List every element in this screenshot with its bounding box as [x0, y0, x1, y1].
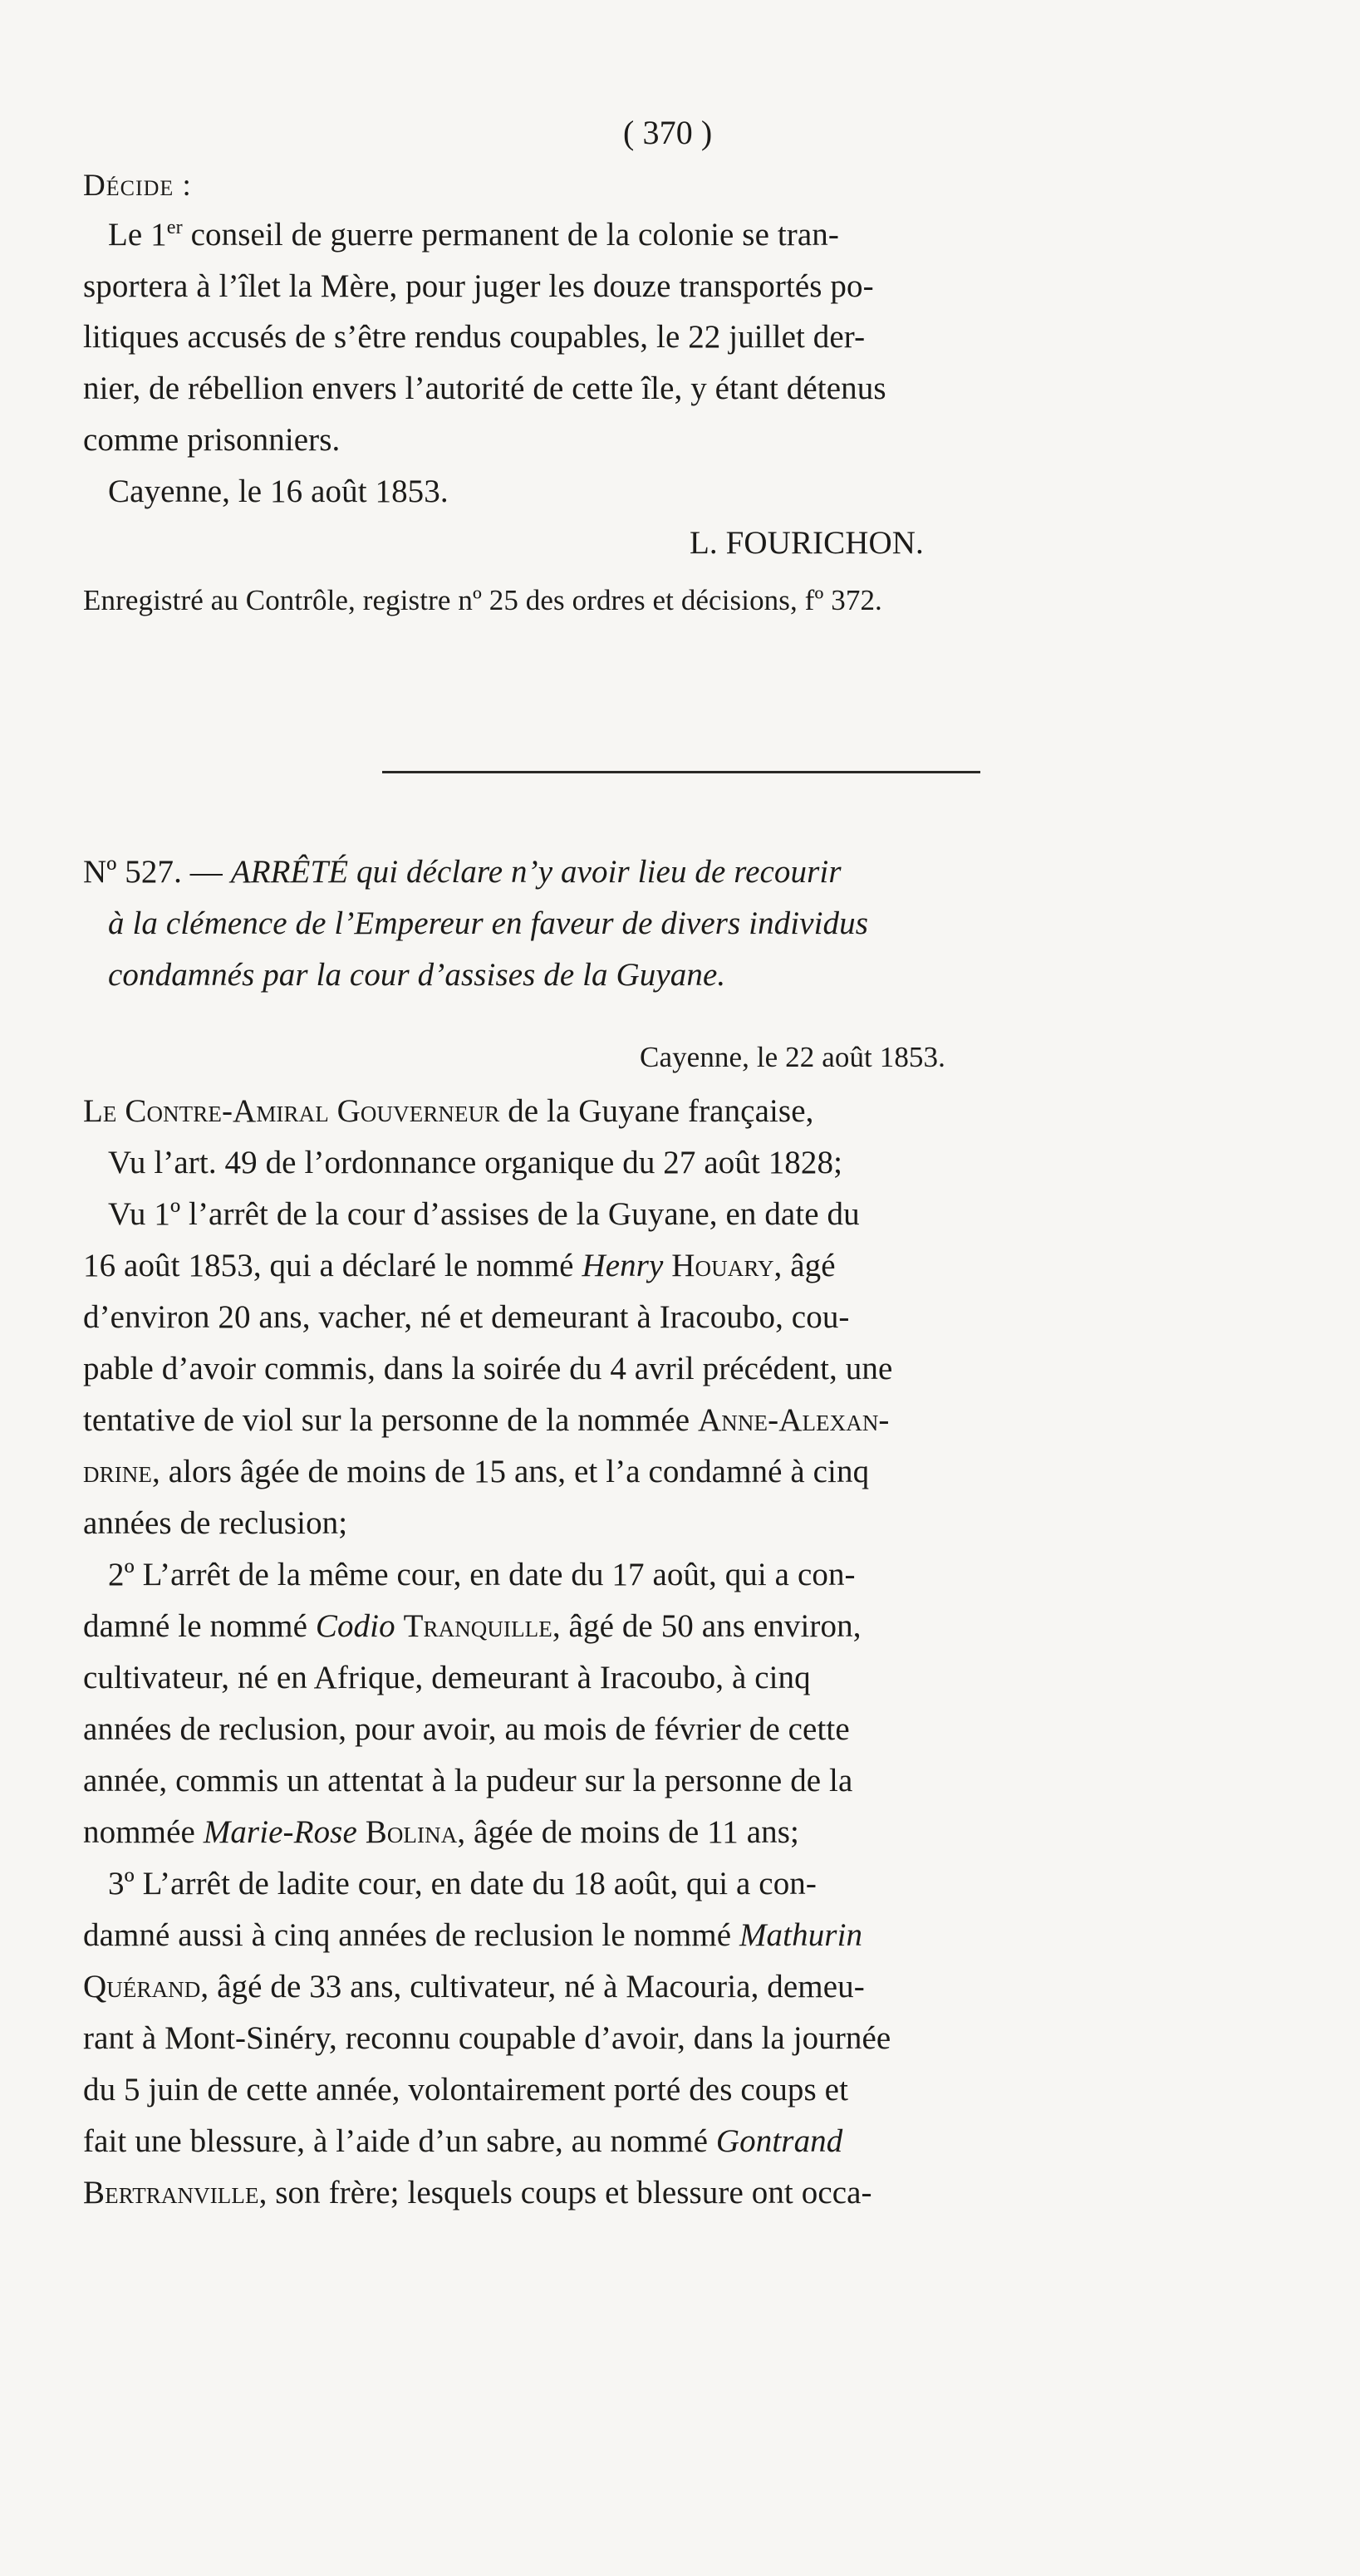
body-line-18: rant à Mont-Sinéry, reconnu coupable d’avoir, dans la journée [83, 2020, 891, 2056]
arrete-title-line-3: condamnés par la cour d’assises de la Guyane. [108, 957, 726, 993]
body-line-21 [83, 2176, 872, 2209]
person-surname: Anne-Alexan- [698, 1402, 890, 1438]
body-text: , âgé de 33 ans, cultivateur, né à Macouria, demeu- [200, 1969, 865, 2004]
arrete-title-1: ARRÊTÉ qui déclare n’y avoir lieu de recourir [230, 854, 842, 890]
body-line-13: année, commis un attentat à la pudeur sur la personne de la [83, 1763, 853, 1798]
decision-line-5: comme prisonniers. [83, 422, 341, 458]
body-line-17 [83, 1970, 865, 2003]
body-line-20 [83, 2125, 842, 2157]
body-text: 16 août 1853, qui a déclaré le nommé [83, 1248, 582, 1283]
arrete-title-line-1 [83, 856, 842, 888]
decision-line-1b: conseil de guerre permanent de la colonie se tran- [182, 217, 839, 253]
governor-title: Le Contre-Amiral Gouverneur [83, 1093, 500, 1129]
body-line-7 [83, 1455, 869, 1488]
body-text: , alors âgée de moins de 15 ans, et l’a condamné à cinq [152, 1454, 870, 1489]
decision-place-date: Cayenne, le 16 août 1853. [108, 473, 449, 509]
body-line-4: d’environ 20 ans, vacher, né et demeurant à Iracoubo, cou- [83, 1299, 850, 1335]
arrete-number: Nº 527. — [83, 854, 231, 890]
decision-line-1-superscript: er [166, 216, 183, 238]
body-text: , âgé [773, 1248, 836, 1283]
decision-line-1 [108, 218, 839, 251]
body-line-14 [83, 1816, 799, 1848]
body-text: , son frère; lesquels coups et blessure ont occa- [258, 2175, 872, 2210]
body-line-9: 2º L’arrêt de la même cour, en date du 17 août, qui a con- [108, 1557, 856, 1592]
body-text: damné aussi à cinq années de reclusion le nommé [83, 1917, 739, 1953]
body-line-3 [83, 1249, 836, 1282]
section-divider [382, 771, 980, 773]
body-line-12: années de reclusion, pour avoir, au mois de février de cette [83, 1711, 850, 1747]
body-text: nommée [83, 1814, 204, 1850]
body-text: damné le nommé [83, 1608, 316, 1644]
body-line-8: années de reclusion; [83, 1505, 348, 1541]
body-line-2: Vu 1º l’arrêt de la cour d’assises de la Guyane, en date du [108, 1196, 860, 1232]
decision-line-1a: Le 1 [108, 217, 167, 253]
person-first-name: Henry [582, 1248, 664, 1283]
decision-line-4: nier, de rébellion envers l’autorité de cette île, y étant détenus [83, 370, 886, 406]
body-text: , âgée de moins de 11 ans; [457, 1814, 799, 1850]
person-surname: Tranquille [403, 1608, 552, 1644]
governor-line [83, 1095, 813, 1127]
person-surname: Houary [671, 1248, 774, 1283]
body-line-11: cultivateur, né en Afrique, demeurant à Iracoubo, à cinq [83, 1660, 811, 1695]
body-line-16 [83, 1919, 862, 1951]
person-surname: Bolina [365, 1814, 458, 1850]
body-line-19: du 5 juin de cette année, volontairement porté des coups et [83, 2072, 849, 2107]
body-line-1: Vu l’art. 49 de l’ordonnance organique du 27 août 1828; [108, 1145, 843, 1180]
decision-line-3: litiques accusés de s’être rendus coupables, le 22 juillet der- [83, 319, 866, 355]
signature: L. FOURICHON. [690, 525, 924, 561]
registration-note: Enregistré au Contrôle, registre nº 25 des ordres et décisions, fº 372. [83, 584, 882, 616]
person-first-name: Gontrand [715, 2123, 843, 2159]
body-text: tentative de viol sur la personne de la nommée [83, 1402, 699, 1438]
person-surname-cont: drine [83, 1454, 152, 1489]
person-first-name: Marie-Rose [203, 1814, 357, 1850]
person-surname: Bertranville [83, 2175, 259, 2210]
page-number: ( 370 ) [623, 114, 713, 151]
person-surname: Quérand [83, 1969, 201, 2004]
body-line-10 [83, 1610, 862, 1642]
decide-heading: Décide : [83, 169, 192, 203]
governor-rest: de la Guyane française, [499, 1093, 814, 1129]
body-line-15: 3º L’arrêt de ladite cour, en date du 18 août, qui a con- [108, 1866, 817, 1901]
body-text: , âgé de 50 ans environ, [552, 1608, 862, 1644]
body-text: fait une blessure, à l’aide d’un sabre, au nommé [83, 2123, 716, 2159]
person-first-name: Mathurin [739, 1917, 863, 1953]
arrete-place-date: Cayenne, le 22 août 1853. [640, 1041, 945, 1073]
body-line-6 [83, 1404, 890, 1436]
arrete-title-line-2: à la clémence de l’Empereur en faveur de divers individus [108, 905, 869, 941]
decision-line-2: sportera à l’îlet la Mère, pour juger les douze transportés po- [83, 268, 874, 304]
body-line-5: pable d’avoir commis, dans la soirée du 4 avril précédent, une [83, 1351, 893, 1386]
person-first-name: Codio [315, 1608, 395, 1644]
